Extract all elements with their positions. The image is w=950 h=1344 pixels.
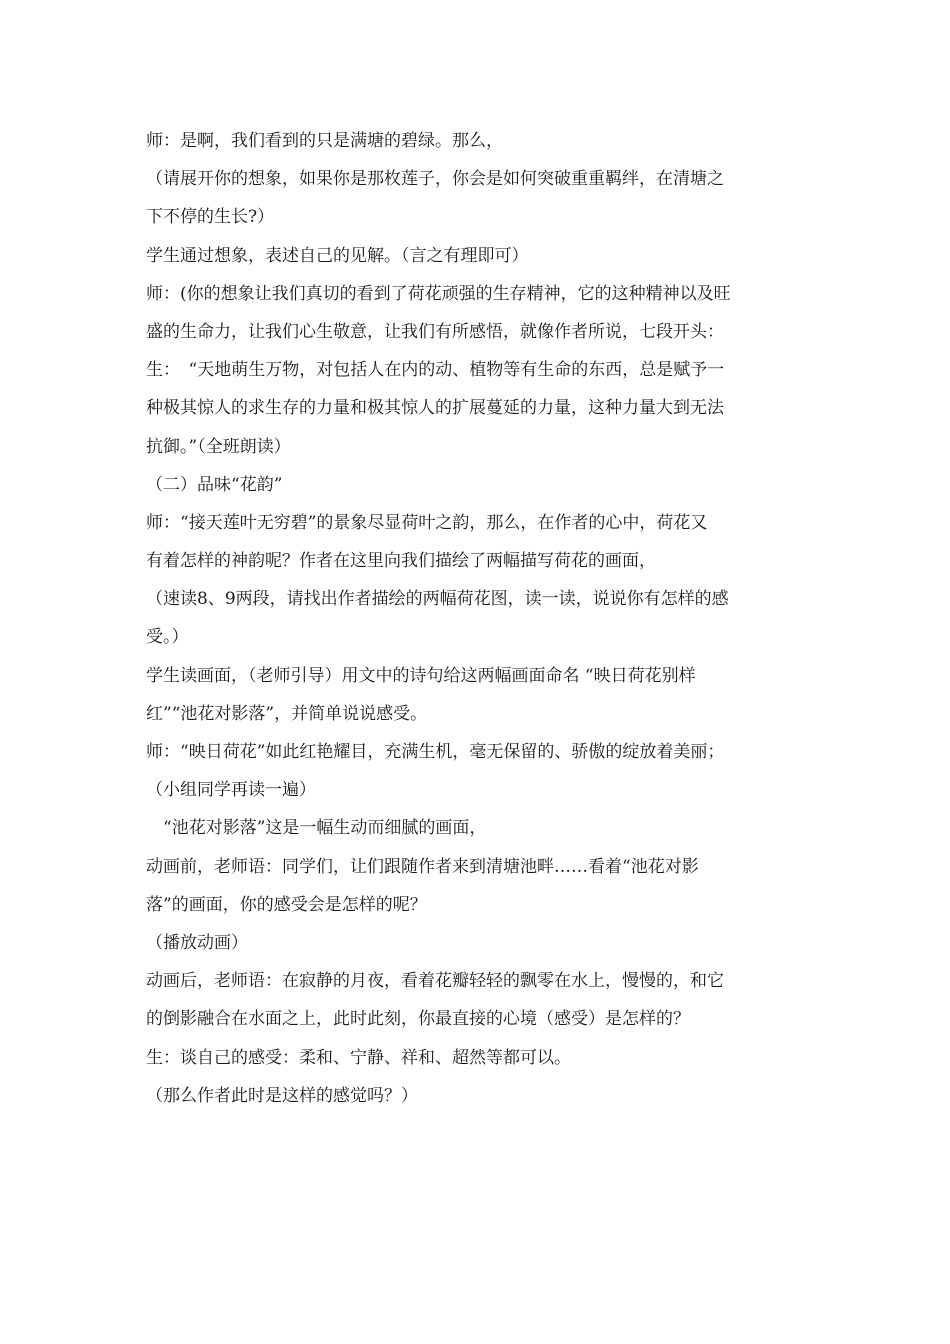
text-line: 生： “天地萌生万物，对包括人在内的动、植物等有生命的东西，总是赋予一 bbox=[146, 360, 725, 381]
text-line: 师：(你的想象让我们真切的看到了荷花顽强的生存精神，它的这种精神以及旺 bbox=[146, 283, 731, 304]
text-line: “池花对影落”这是一幅生动而细腻的画面， bbox=[146, 818, 487, 839]
text-line: 师：“映日荷花”如此红艳耀目，充满生机，毫无保留的、骄傲的绽放着美丽； bbox=[146, 742, 725, 762]
text-line: 生：谈自己的感受：柔和、宁静、祥和、超然等都可以。 bbox=[146, 1047, 571, 1068]
text-line: （速读8、9两段，请找出作者描绘的两幅荷花图，读一读，说说你有怎样的感 bbox=[146, 589, 729, 610]
document-body bbox=[146, 122, 816, 1115]
text-line: （请展开你的想象，如果你是那枚莲子，你会是如何突破重重羁绊，在清塘之 bbox=[146, 169, 724, 190]
text-line: 盛的生命力，让我们心生敬意，让我们有所感悟，就像作者所说，七段开头： bbox=[146, 321, 724, 342]
section-heading: （二）品味“花韵” bbox=[146, 474, 283, 495]
text-line: 下不停的生长?） bbox=[146, 207, 275, 228]
text-line: 种极其惊人的求生存的力量和极其惊人的扩展蔓延的力量，这种力量大到无法 bbox=[146, 398, 724, 419]
text-line: 动画前，老师语：同学们，让们跟随作者来到清塘池畔……看着“池花对影 bbox=[146, 856, 699, 877]
text-line: 动画后，老师语：在寂静的月夜，看着花瓣轻轻的飘零在水上，慢慢的，和它 bbox=[146, 971, 724, 992]
text-line: 师：“接天莲叶无穷碧”的景象尽显荷叶之韵，那么，在作者的心中，荷花又 bbox=[146, 512, 708, 533]
text-line: 学生读画面，（老师引导）用文中的诗句给这两幅画面命名 “映日荷花别样 bbox=[146, 665, 696, 686]
text-line: 抗御。”（全班朗读） bbox=[146, 436, 291, 457]
text-line: 的倒影融合在水面之上，此时此刻，你最直接的心境（感受）是怎样的？ bbox=[146, 1009, 690, 1030]
text-line: 师：是啊，我们看到的只是满塘的碧绿。那么， bbox=[146, 131, 503, 151]
text-line: 学生通过想象，表述自己的见解。（言之有理即可） bbox=[146, 245, 529, 266]
text-line: （小组同学再读一遍） bbox=[146, 780, 316, 801]
text-line: 受。） bbox=[146, 627, 189, 648]
text-line: 红”“池花对影落”，并简单说说感受。 bbox=[146, 703, 428, 724]
text-line: 有着怎样的神韵呢？作者在这里向我们描绘了两幅描写荷花的画面， bbox=[146, 551, 656, 572]
text-line: （播放动画） bbox=[146, 932, 248, 953]
text-line: （那么作者此时是这样的感觉吗？） bbox=[146, 1085, 418, 1106]
text-line: 落”的画面，你的感受会是怎样的呢？ bbox=[146, 894, 427, 915]
